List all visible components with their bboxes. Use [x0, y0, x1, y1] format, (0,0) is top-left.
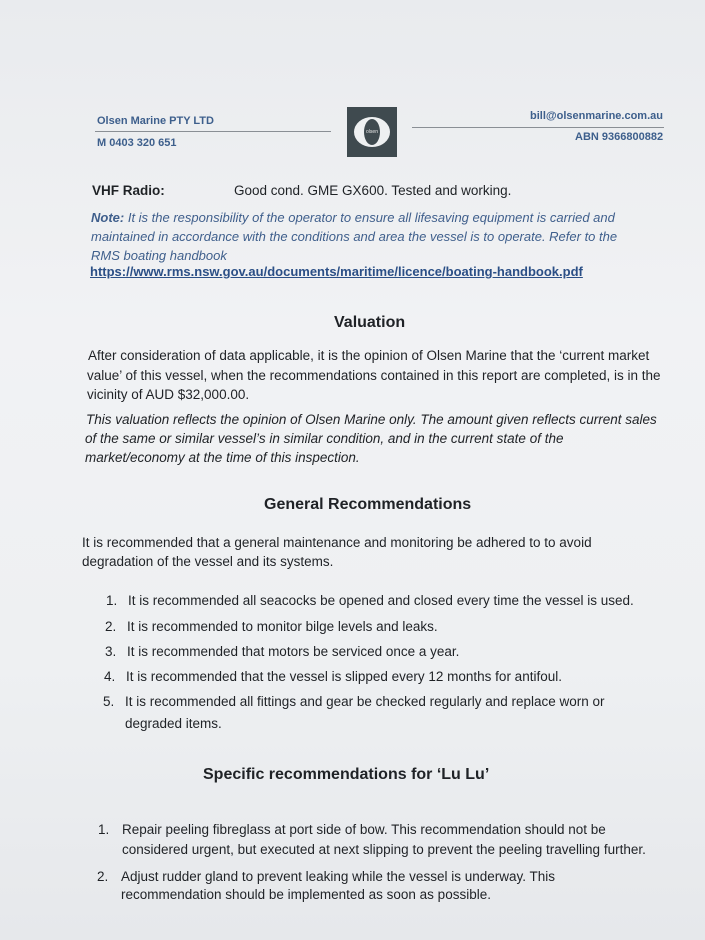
- list-item-text: It is recommended all fittings and gear be checked regularly and replace worn or: [125, 694, 605, 709]
- list-item-number: 2.: [105, 619, 117, 634]
- valuation-para1-line2: value’ of this vessel, when the recommendations contained in this report are completed, is in the: [87, 368, 661, 383]
- vhf-value: Good cond. GME GX600. Tested and working.: [234, 183, 512, 198]
- header-rule-right: [412, 127, 664, 128]
- vhf-label: VHF Radio:: [92, 183, 165, 198]
- note-line-3: RMS boating handbook: [91, 248, 227, 263]
- logo-text: olsen: [364, 119, 380, 145]
- valuation-para2-line1: This valuation reflects the opinion of Olsen Marine only. The amount given reflects current sales: [86, 412, 657, 427]
- list-item-text: It is recommended to monitor bilge levels and leaks.: [127, 619, 438, 634]
- valuation-para1-line3: vicinity of AUD $32,000.00.: [87, 387, 250, 402]
- list-item: [97, 867, 555, 887]
- company-logo: [347, 107, 397, 157]
- list-item: [104, 667, 562, 687]
- valuation-para2-line2: of the same or similar vessel’s in similar condition, and in the current state of the: [85, 431, 564, 446]
- list-item-number: 3.: [105, 644, 117, 659]
- list-item-number: 2.: [97, 869, 109, 884]
- valuation-para2-line3: market/economy at the time of this inspection.: [85, 450, 360, 465]
- note-line-2: maintained in accordance with the conditions and area the vessel is to operate. Refer to the: [91, 229, 618, 244]
- general-intro-line1: It is recommended that a general maintenance and monitoring be adhered to to avoid: [82, 535, 592, 550]
- specific-recommendations-heading: Specific recommendations for ‘Lu Lu’: [203, 766, 490, 783]
- note-prefix: Note:: [91, 210, 125, 225]
- list-item-number: 4.: [104, 669, 116, 684]
- list-item: [98, 820, 606, 840]
- valuation-para1-line1: After consideration of data applicable, it is the opinion of Olsen Marine that the ‘current market: [88, 348, 650, 363]
- list-item-text: recommendation should be implemented as soon as possible.: [121, 887, 491, 902]
- list-item: [105, 617, 438, 637]
- note-line-1: [91, 208, 691, 227]
- company-mobile: M 0403 320 651: [97, 137, 177, 149]
- general-intro-line2: degradation of the vessel and its systems.: [82, 554, 334, 569]
- company-name: Olsen Marine PTY LTD: [97, 115, 214, 127]
- list-item-number: 1.: [106, 593, 118, 608]
- list-item-text: degraded items.: [125, 716, 222, 731]
- list-item-continuation: [121, 885, 491, 905]
- company-abn: ABN 9366800882: [575, 131, 664, 143]
- handbook-link[interactable]: https://www.rms.nsw.gov.au/documents/maritime/licence/boating-handbook.pdf: [90, 264, 583, 279]
- list-item: [106, 591, 634, 611]
- note-text-1: It is the responsibility of the operator to ensure all lifesaving equipment is carried and: [124, 210, 615, 225]
- list-item-text: considered urgent, but executed at next slipping to prevent the peeling travelling further.: [122, 842, 646, 857]
- list-item: [103, 692, 605, 712]
- header-rule-left: [95, 131, 331, 132]
- valuation-heading: Valuation: [334, 314, 406, 331]
- list-item-number: 5.: [103, 694, 115, 709]
- general-recommendations-heading: General Recommendations: [264, 496, 472, 513]
- list-item-text: Adjust rudder gland to prevent leaking while the vessel is underway. This: [121, 869, 555, 884]
- list-item-text: It is recommended that motors be serviced once a year.: [127, 644, 460, 659]
- list-item-continuation: [122, 840, 646, 860]
- list-item-text: It is recommended all seacocks be opened and closed every time the vessel is used.: [128, 593, 634, 608]
- list-item-text: Repair peeling fibreglass at port side of bow. This recommendation should not be: [122, 822, 606, 837]
- list-item-continuation: [125, 714, 222, 734]
- list-item: [105, 642, 459, 662]
- list-item-number: 1.: [98, 822, 110, 837]
- company-email[interactable]: bill@olsenmarine.com.au: [530, 110, 663, 122]
- list-item-text: It is recommended that the vessel is slipped every 12 months for antifoul.: [126, 669, 562, 684]
